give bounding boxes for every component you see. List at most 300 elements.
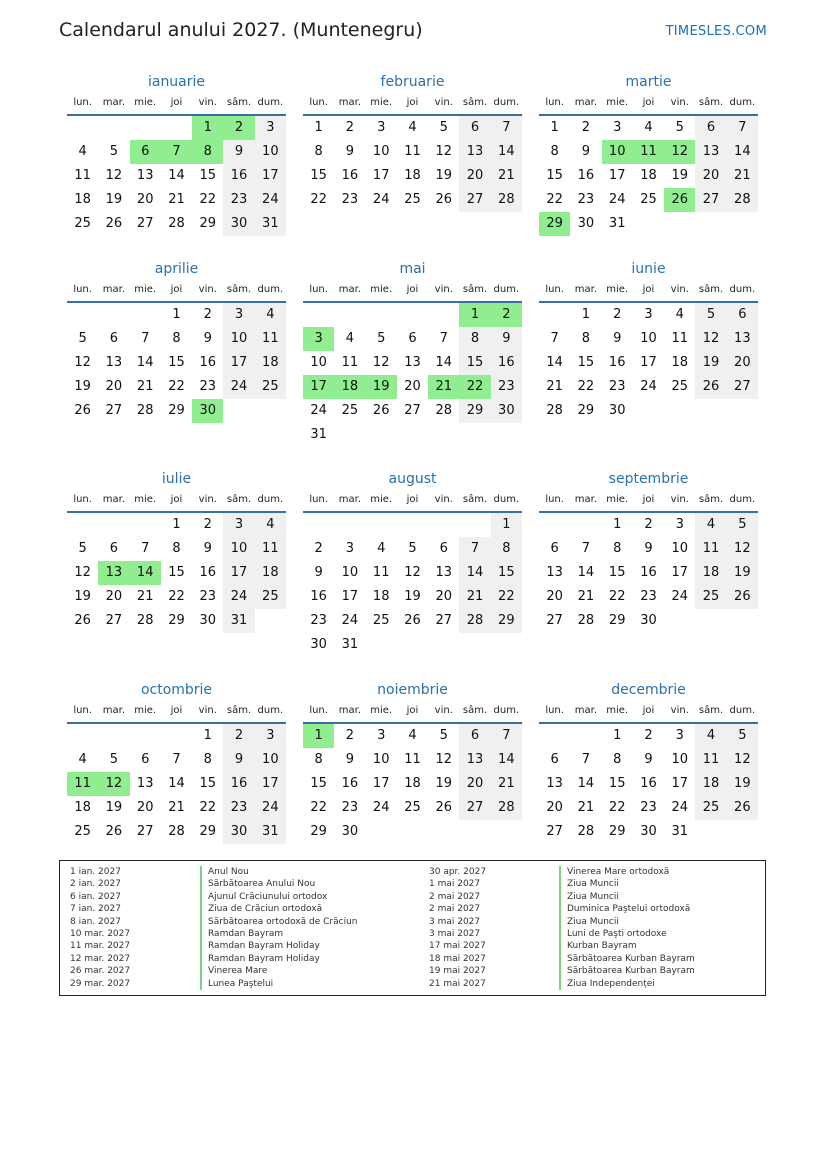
- day: 14: [546, 355, 563, 370]
- day: 2: [203, 517, 212, 532]
- day: 22: [577, 379, 595, 394]
- weekday-header: [303, 700, 522, 724]
- week-row: [303, 164, 522, 188]
- month-name: martie: [625, 74, 672, 90]
- day: 2: [613, 307, 622, 322]
- day: 5: [439, 728, 448, 743]
- day: 18: [640, 168, 657, 183]
- day: 8: [314, 752, 323, 767]
- weekday-label: vin.: [198, 284, 217, 295]
- day: 31: [671, 824, 689, 839]
- empty-day: [397, 513, 428, 537]
- day: 23: [640, 800, 657, 815]
- holiday-day: 11: [67, 772, 98, 796]
- weekend-day: 18: [255, 561, 286, 585]
- legend-row: [70, 891, 357, 903]
- legend-date: 1 mai 2027: [429, 879, 481, 890]
- weekday-header: [67, 489, 286, 513]
- week-row: [67, 724, 286, 748]
- empty-day: [491, 423, 522, 447]
- week-row: [67, 820, 286, 844]
- weekday-label: lun.: [73, 97, 92, 108]
- day: 25: [404, 192, 421, 207]
- empty-day: [664, 212, 695, 236]
- day: 25: [74, 824, 91, 839]
- empty-day: [570, 724, 601, 748]
- week-row: [67, 375, 286, 399]
- empty-day: [428, 633, 459, 657]
- legend-date: 2 mai 2027: [429, 904, 481, 915]
- month-noiembrie: [303, 680, 522, 844]
- day: 26: [74, 403, 91, 418]
- weekend-day: 19: [727, 561, 758, 585]
- day: 5: [109, 752, 119, 767]
- day: 23: [199, 589, 217, 604]
- weekend-day: 9: [223, 748, 254, 772]
- empty-day: [130, 724, 161, 748]
- day: 2: [644, 517, 653, 532]
- weekend-day: 28: [459, 609, 490, 633]
- day: 2: [314, 541, 323, 556]
- week-row: [67, 212, 286, 236]
- holiday-day: 3: [303, 327, 334, 351]
- holiday-day: 10: [602, 140, 633, 164]
- day: 22: [168, 589, 185, 604]
- day: 17: [372, 168, 390, 183]
- weekend-day: 10: [223, 327, 254, 351]
- day: 15: [577, 355, 595, 370]
- day: 19: [671, 168, 689, 183]
- empty-day: [664, 399, 695, 423]
- weekday-label: sâm.: [698, 494, 724, 505]
- legend-date: 19 mai 2027: [429, 966, 486, 977]
- weekday-header: [539, 279, 758, 303]
- day: 13: [136, 776, 154, 791]
- weekday-label: dum.: [729, 284, 756, 295]
- month-august: [303, 469, 522, 657]
- empty-day: [366, 633, 397, 657]
- legend-holiday-name: Ramdan Bayram Holiday: [200, 940, 320, 952]
- day: 23: [640, 589, 657, 604]
- empty-day: [98, 303, 129, 327]
- day: 19: [105, 192, 123, 207]
- day: 16: [199, 355, 217, 370]
- week-row: [303, 772, 522, 796]
- day: 23: [341, 800, 359, 815]
- day: 18: [404, 168, 421, 183]
- holiday-day: 14: [130, 561, 161, 585]
- month-name: octombrie: [140, 682, 213, 698]
- legend-row: [70, 903, 357, 915]
- week-row: [539, 609, 758, 633]
- legend-holiday-name: Lunea Paştelui: [200, 978, 273, 990]
- empty-day: [303, 303, 334, 327]
- week-row: [539, 375, 758, 399]
- month-septembrie: [539, 469, 758, 633]
- weekday-label: dum.: [257, 284, 284, 295]
- day: 3: [613, 120, 622, 135]
- weekend-day: 14: [491, 140, 522, 164]
- weekday-label: vin.: [434, 705, 453, 716]
- weekend-day: 17: [255, 164, 286, 188]
- day: 14: [168, 168, 185, 183]
- weekday-header: [67, 279, 286, 303]
- day: 27: [105, 403, 123, 418]
- weekend-day: 8: [459, 327, 490, 351]
- day: 13: [546, 776, 563, 791]
- weekend-day: 13: [727, 327, 758, 351]
- legend-date: 12 mar. 2027: [70, 953, 131, 964]
- weekend-day: 11: [255, 537, 286, 561]
- day: 20: [105, 379, 123, 394]
- holiday-day: 18: [334, 375, 365, 399]
- weekend-day: 10: [255, 748, 286, 772]
- day: 21: [577, 589, 595, 604]
- weekday-label: sâm.: [226, 97, 252, 108]
- day: 29: [199, 824, 217, 839]
- weekend-day: 25: [255, 585, 286, 609]
- weekday-label: mar.: [338, 97, 362, 108]
- empty-day: [130, 513, 161, 537]
- day: 1: [314, 120, 323, 135]
- day: 1: [613, 517, 622, 532]
- weekend-day: 31: [223, 609, 254, 633]
- day: 16: [608, 355, 626, 370]
- page-title: Calendarul anului 2027. (Muntenegru): [59, 19, 423, 41]
- day: 10: [372, 752, 390, 767]
- empty-day: [334, 423, 365, 447]
- weekend-day: 5: [695, 303, 726, 327]
- week-row: [67, 140, 286, 164]
- day: 22: [168, 379, 185, 394]
- legend-row: [429, 878, 695, 890]
- weekday-label: mar.: [574, 494, 598, 505]
- month-aprilie: [67, 259, 286, 423]
- holiday-day: 21: [428, 375, 459, 399]
- week-row: [303, 140, 522, 164]
- day: 27: [404, 403, 421, 418]
- month-februarie: [303, 72, 522, 212]
- day: 6: [439, 541, 448, 556]
- legend-date: 30 apr. 2027: [429, 867, 487, 877]
- day: 20: [404, 379, 421, 394]
- week-row: [67, 772, 286, 796]
- day: 14: [435, 355, 453, 370]
- day: 30: [341, 824, 359, 839]
- day: 6: [550, 752, 559, 767]
- day: 31: [310, 427, 327, 442]
- weekend-day: 12: [727, 537, 758, 561]
- day: 24: [640, 379, 657, 394]
- weekend-day: 28: [727, 188, 758, 212]
- legend-holiday-name: Anul Nou: [200, 866, 249, 878]
- day: 7: [141, 331, 150, 346]
- day: 22: [199, 192, 217, 207]
- weekday-label: mar.: [338, 494, 362, 505]
- day: 5: [78, 541, 87, 556]
- day: 6: [550, 541, 559, 556]
- day: 7: [439, 331, 448, 346]
- legend-row: [70, 940, 357, 952]
- week-row: [67, 609, 286, 633]
- weekend-day: 3: [255, 116, 286, 140]
- weekday-label: mie.: [606, 705, 629, 716]
- legend-date: 6 ian. 2027: [70, 891, 121, 902]
- day: 24: [671, 589, 689, 604]
- day: 21: [577, 800, 595, 815]
- weekend-day: 15: [491, 561, 522, 585]
- day: 11: [341, 355, 359, 370]
- week-row: [303, 724, 522, 748]
- day: 21: [136, 589, 154, 604]
- weekday-label: mar.: [574, 97, 598, 108]
- day: 14: [168, 776, 185, 791]
- month-iulie: [67, 469, 286, 633]
- weekend-day: 20: [727, 351, 758, 375]
- day: 28: [168, 216, 185, 231]
- week-row: [303, 303, 522, 327]
- day: 9: [581, 144, 591, 159]
- weekday-label: lun.: [545, 494, 564, 505]
- week-row: [303, 327, 522, 351]
- empty-day: [67, 116, 98, 140]
- day: 7: [141, 541, 150, 556]
- weekend-day: 17: [223, 561, 254, 585]
- day: 17: [608, 168, 626, 183]
- legend-holiday-name: Luni de Paşti ortodoxe: [559, 928, 667, 940]
- weekday-label: vin.: [670, 97, 689, 108]
- weekend-day: 3: [223, 303, 254, 327]
- week-row: [539, 303, 758, 327]
- day: 26: [105, 216, 123, 231]
- weekday-label: mar.: [338, 284, 362, 295]
- empty-day: [255, 399, 286, 423]
- day: 14: [577, 565, 595, 580]
- day: 2: [345, 728, 355, 743]
- weekday-label: sâm.: [462, 494, 488, 505]
- weekend-day: 28: [491, 796, 522, 820]
- empty-day: [428, 423, 459, 447]
- day: 9: [345, 144, 355, 159]
- day: 5: [377, 331, 386, 346]
- day: 15: [608, 565, 626, 580]
- day: 16: [341, 168, 359, 183]
- week-row: [67, 537, 286, 561]
- day: 27: [435, 613, 453, 628]
- empty-day: [539, 724, 570, 748]
- day: 2: [345, 120, 355, 135]
- legend-date: 3 mai 2027: [429, 928, 481, 939]
- empty-day: [334, 303, 365, 327]
- empty-day: [695, 212, 726, 236]
- day: 23: [577, 192, 595, 207]
- empty-day: [98, 724, 129, 748]
- day: 16: [310, 589, 327, 604]
- empty-day: [161, 116, 192, 140]
- day: 16: [640, 776, 657, 791]
- day: 22: [608, 800, 626, 815]
- empty-day: [366, 513, 397, 537]
- day: 20: [105, 589, 123, 604]
- weekday-label: lun.: [309, 97, 328, 108]
- empty-day: [695, 820, 726, 844]
- day: 15: [199, 168, 217, 183]
- weekend-day: 7: [727, 116, 758, 140]
- weekday-label: lun.: [73, 705, 92, 716]
- weekend-day: 19: [727, 772, 758, 796]
- day: 22: [608, 589, 626, 604]
- weekday-label: joi: [406, 284, 419, 295]
- weekend-day: 20: [459, 772, 490, 796]
- month-ianuarie: [67, 72, 286, 236]
- weekend-day: 25: [695, 796, 726, 820]
- weekday-label: dum.: [257, 494, 284, 505]
- legend-row: [429, 940, 695, 952]
- weekend-day: 13: [459, 140, 490, 164]
- week-row: [303, 796, 522, 820]
- legend-holiday-name: Vinerea Mare ortodoxă: [559, 866, 669, 878]
- empty-day: [428, 513, 459, 537]
- week-row: [539, 188, 758, 212]
- weekend-day: 20: [459, 164, 490, 188]
- brand-link[interactable]: TIMESLES.COM: [665, 24, 767, 39]
- day: 7: [550, 331, 559, 346]
- weekend-day: 3: [223, 513, 254, 537]
- day: 19: [74, 589, 91, 604]
- day: 1: [581, 307, 591, 322]
- legend-date: 2 mai 2027: [429, 891, 481, 902]
- day: 15: [199, 776, 217, 791]
- weekend-day: 14: [491, 748, 522, 772]
- empty-day: [664, 609, 695, 633]
- day: 14: [577, 776, 595, 791]
- day: 9: [203, 331, 212, 346]
- weekday-label: joi: [170, 705, 183, 716]
- week-row: [303, 423, 522, 447]
- month-name: iulie: [161, 471, 192, 487]
- day: 8: [172, 541, 181, 556]
- empty-day: [459, 423, 490, 447]
- day: 20: [435, 589, 453, 604]
- weekday-label: dum.: [493, 494, 520, 505]
- day: 18: [74, 800, 91, 815]
- legend-column-left: [70, 866, 357, 990]
- weekday-label: mie.: [134, 494, 157, 505]
- empty-day: [570, 513, 601, 537]
- weekday-header: [303, 489, 522, 513]
- weekday-label: mie.: [370, 97, 393, 108]
- day: 4: [377, 541, 386, 556]
- day: 23: [310, 613, 327, 628]
- empty-day: [633, 212, 664, 236]
- legend-date: 21 mai 2027: [429, 978, 486, 989]
- weekday-label: mie.: [370, 494, 393, 505]
- day: 26: [404, 613, 421, 628]
- day: 24: [310, 403, 327, 418]
- weekday-label: mie.: [134, 705, 157, 716]
- legend-row: [70, 965, 357, 977]
- empty-day: [334, 513, 365, 537]
- weekend-day: 6: [695, 116, 726, 140]
- empty-day: [98, 513, 129, 537]
- legend-holiday-name: Kurban Bayram: [559, 940, 637, 952]
- month-iunie: [539, 259, 758, 423]
- empty-day: [67, 303, 98, 327]
- day: 27: [136, 216, 154, 231]
- day: 11: [404, 144, 421, 159]
- weekend-day: 30: [223, 820, 254, 844]
- day: 30: [199, 613, 217, 628]
- week-row: [303, 399, 522, 423]
- day: 2: [644, 728, 653, 743]
- day: 13: [136, 168, 154, 183]
- week-row: [67, 351, 286, 375]
- weekend-day: 4: [255, 303, 286, 327]
- week-row: [539, 796, 758, 820]
- empty-day: [727, 820, 758, 844]
- day: 16: [577, 168, 595, 183]
- holiday-day: 19: [366, 375, 397, 399]
- weekday-label: joi: [170, 97, 183, 108]
- day: 21: [168, 800, 185, 815]
- day: 15: [546, 168, 563, 183]
- day: 10: [310, 355, 327, 370]
- day: 6: [109, 541, 119, 556]
- weekend-day: 10: [255, 140, 286, 164]
- weekday-label: joi: [170, 284, 183, 295]
- legend-date: 1 ian. 2027: [70, 867, 121, 877]
- weekend-day: 20: [695, 164, 726, 188]
- day: 25: [372, 613, 390, 628]
- weekend-day: 24: [255, 188, 286, 212]
- day: 17: [372, 776, 390, 791]
- empty-day: [397, 423, 428, 447]
- month-name: ianuarie: [147, 74, 206, 90]
- weekend-day: 12: [695, 327, 726, 351]
- weekend-day: 6: [459, 724, 490, 748]
- legend-holiday-name: Sărbătoarea Kurban Bayram: [559, 953, 695, 965]
- day: 3: [377, 728, 386, 743]
- day: 25: [404, 800, 421, 815]
- weekend-day: 27: [695, 188, 726, 212]
- day: 10: [671, 752, 689, 767]
- day: 10: [671, 541, 689, 556]
- empty-day: [130, 303, 161, 327]
- day: 6: [141, 752, 150, 767]
- legend-holiday-name: Ziua de Crăciun ortodoxă: [200, 903, 322, 915]
- weekend-day: 28: [491, 188, 522, 212]
- week-row: [67, 116, 286, 140]
- day: 8: [314, 144, 323, 159]
- day: 3: [675, 517, 684, 532]
- weekday-header: [539, 700, 758, 724]
- day: 18: [671, 355, 689, 370]
- weekend-day: 16: [223, 772, 254, 796]
- week-row: [539, 561, 758, 585]
- weekend-day: 16: [491, 351, 522, 375]
- legend-row: [429, 965, 695, 977]
- month-name: aprilie: [154, 261, 199, 277]
- weekday-label: vin.: [434, 97, 453, 108]
- legend-date: 29 mar. 2027: [70, 978, 131, 989]
- weekday-label: dum.: [493, 705, 520, 716]
- month-mai: [303, 259, 522, 447]
- day: 15: [168, 355, 185, 370]
- day: 30: [577, 216, 595, 231]
- holiday-day: 1: [459, 303, 490, 327]
- legend-date: 7 ian. 2027: [70, 904, 121, 915]
- empty-day: [459, 633, 490, 657]
